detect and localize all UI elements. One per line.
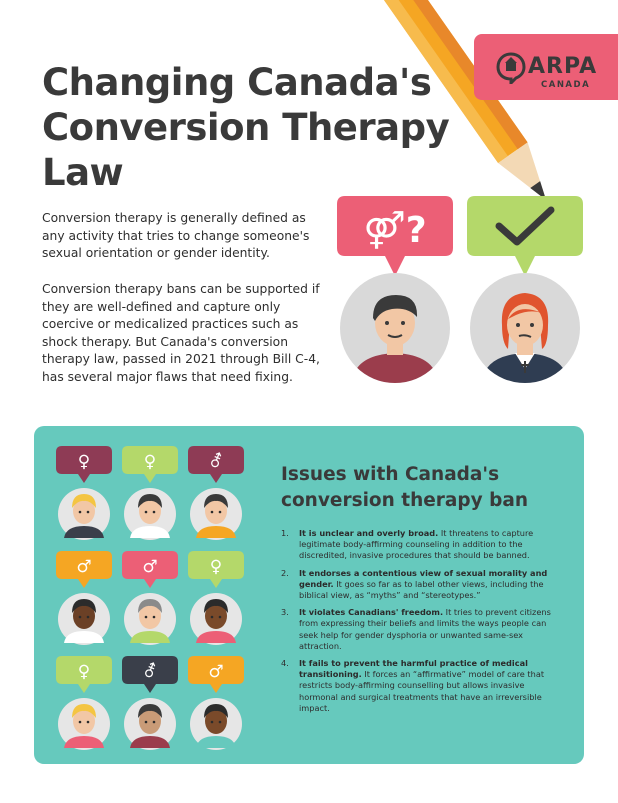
gender-symbol-icon: ⚦ xyxy=(208,452,224,472)
avatar-eye xyxy=(211,721,214,724)
issue-item-1: 1. It is unclear and overly broad. It threatens to capture legitimate body-affirming counseling in addition to the discredited, invasive procedures that should be banned. xyxy=(281,528,534,561)
logo-name: ARPA xyxy=(528,54,598,79)
issue-item-2: 2. It endorses a contentious view of sexual morality and gender. It goes so far as to label other views, including the biblical view, as “myths” and “stereotypes.” xyxy=(281,567,548,601)
avatar-eye xyxy=(153,721,156,724)
woman-portrait xyxy=(470,273,580,383)
avatar-8 xyxy=(118,656,182,756)
avatar-eye xyxy=(211,511,214,514)
avatar-6 xyxy=(184,551,248,651)
avatar-eye xyxy=(87,511,90,514)
right-speech-bubble xyxy=(467,196,583,278)
intro-paragraph-2: Conversion therapy bans can be supported if they are well-defined and capture only coercive or medicalized practices such as shock therapy. But Canada's conversion therapy law, passed in 2021 through Bill C-4, has several major flaws that need fixing. xyxy=(42,282,320,384)
gender-symbol-icon: ♂ xyxy=(142,557,158,577)
gender-question-label: ⚤? xyxy=(363,210,427,251)
avatar-eye xyxy=(219,721,222,724)
avatar-eye xyxy=(219,511,222,514)
gender-symbol-icon: ⚦ xyxy=(142,662,158,682)
issue-item-4: 4. It fails to prevent the harmful practice of medical transitioning. It forces an “affirmative” model of care that restricts body-affirming counselling but allows invasive hormonal and surgical treatments that have an irreversible impact. xyxy=(281,658,545,713)
arpa-logo-icon xyxy=(496,52,526,84)
avatar-eye xyxy=(79,511,82,514)
avatar-eye xyxy=(153,616,156,619)
issue-item-3: 3. It violates Canadians' freedom. It tries to prevent citizens from expressing their beliefs and limits the ways people can seek help for gender dysphoria or unwanted same-sex attraction. xyxy=(281,607,551,651)
avatar-2 xyxy=(118,446,182,546)
gender-symbol-icon: ♀ xyxy=(209,557,223,577)
avatar-eye xyxy=(219,616,222,619)
avatar-1 xyxy=(52,446,116,546)
left-speech-bubble xyxy=(337,196,453,278)
gender-symbol-icon: ♂ xyxy=(76,557,92,577)
avatar-eye xyxy=(87,721,90,724)
avatar-7 xyxy=(52,656,116,756)
avatar-eye xyxy=(153,511,156,514)
avatar-5 xyxy=(118,551,182,651)
avatar-eye xyxy=(145,511,148,514)
man-portrait xyxy=(340,273,450,383)
page-title: Changing Canada's Conversion Therapy Law xyxy=(42,61,450,194)
avatar-3 xyxy=(184,446,248,546)
avatar-eye xyxy=(145,721,148,724)
avatar-9 xyxy=(184,656,248,756)
avatar-eye xyxy=(145,616,148,619)
avatar-eye xyxy=(79,616,82,619)
avatar-4 xyxy=(52,551,116,651)
issues-heading: Issues with Canada's conversion therapy ban xyxy=(281,464,529,511)
avatar-eye xyxy=(87,616,90,619)
gender-symbol-icon: ♀ xyxy=(143,452,157,472)
gender-symbol-icon: ♀ xyxy=(77,452,91,472)
logo-subtitle: CANADA xyxy=(541,80,591,90)
gender-symbol-icon: ♂ xyxy=(208,662,224,682)
avatar-eye xyxy=(79,721,82,724)
intro-paragraph-1: Conversion therapy is generally defined as any activity that tries to change someone's sexual orientation or gender identity. xyxy=(42,211,310,260)
gender-symbol-icon: ♀ xyxy=(77,662,91,682)
issues-list xyxy=(281,528,563,720)
avatar-eye xyxy=(211,616,214,619)
